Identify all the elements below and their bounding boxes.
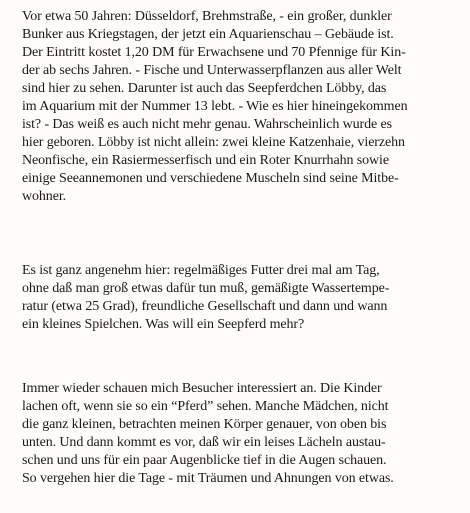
text-line: ein kleines Spielchen. Was will ein Seepferd mehr? <box>22 317 305 332</box>
text-line: wohner. <box>22 189 67 204</box>
text-line: ist? - Das weiß es auch nicht mehr genau. Wahrscheinlich wurde es <box>22 117 392 132</box>
text-line: Bunker aus Kriegstagen, der jetzt ein Aquarienschau – Gebäude ist. <box>22 27 394 42</box>
text-line: Der Eintritt kostet 1,20 DM für Erwachsene und 70 Pfennige für Kin- <box>22 45 406 60</box>
text-line: lachen oft, wenn sie so ein “Pferd” sehen. Manche Mädchen, nicht <box>22 399 389 414</box>
text-line: So vergehen hier die Tage - mit Träumen und Ahnungen von etwas. <box>22 471 394 486</box>
text-line: hier geboren. Löbby ist nicht allein: zwei kleine Katzenhaie, vierzehn <box>22 135 405 150</box>
text-line: im Aquarium mit der Nummer 13 lebt. - Wie es hier hineingekommen <box>22 99 408 114</box>
text-line: Neonfische, ein Rasiermesserfisch und ein Roter Knurrhahn sowie <box>22 153 389 168</box>
text-line: ratur (etwa 25 Grad), freundliche Gesellschaft und dann und wann <box>22 299 388 314</box>
text-line: Vor etwa 50 Jahren: Düsseldorf, Brehmstraße, - ein großer, dunkler <box>22 9 392 24</box>
text-line: Es ist ganz angenehm hier: regelmäßiges Futter drei mal am Tag, <box>22 263 380 278</box>
text-line: schen und uns für ein paar Augenblicke tief in die Augen schauen. <box>22 453 387 468</box>
text-line: ohne daß man groß etwas dafür tun muß, gemäßigte Wassertempe- <box>22 281 390 296</box>
text-line: unten. Und dann kommt es vor, daß wir ein leises Lächeln austau- <box>22 435 386 450</box>
text-line: der ab sechs Jahren. - Fische und Unterwasserpflanzen aus aller Welt <box>22 63 402 78</box>
text-line: einige Seeannemonen und verschiedene Muscheln sind seine Mitbe- <box>22 171 399 186</box>
text-line: sind hier zu sehen. Darunter ist auch das Seepferdchen Löbby, das <box>22 81 387 96</box>
text-line: Immer wieder schauen mich Besucher interessiert an. Die Kinder <box>22 381 382 396</box>
text-line: die ganz kleinen, betrachten meinen Körper genauer, von oben bis <box>22 417 387 432</box>
